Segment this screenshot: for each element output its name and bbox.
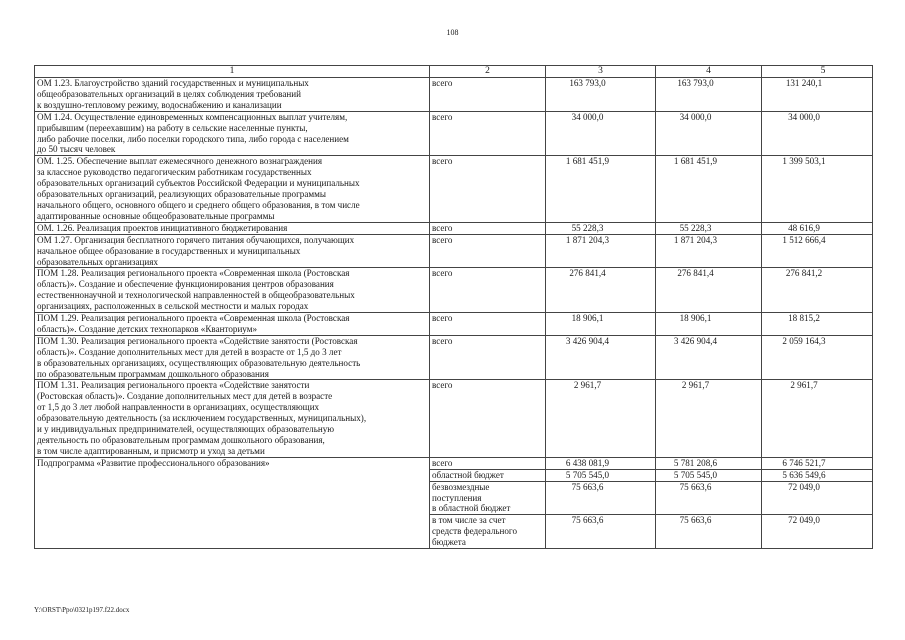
table-row <box>35 234 873 268</box>
table-row <box>35 78 873 112</box>
description-line: образовательных организаций субъектов Российской Федерации и муниципальных <box>37 178 360 189</box>
description-line: ОМ 1.23. Благоустройство зданий государственных и муниципальных <box>37 78 309 88</box>
subprogram-value-v5: 72 049,0 <box>762 515 873 549</box>
row-description <box>35 78 430 112</box>
row-value-v4: 163 793,0 <box>656 78 762 112</box>
description-line: ПОМ 1.29. Реализация регионального проекта «Современная школа (Ростовская <box>37 313 350 324</box>
description-line: начальное общее образование в государственных и муниципальных <box>37 245 301 256</box>
row-value-v4: 276 841,4 <box>656 268 762 313</box>
subprogram-value-v3: 75 663,6 <box>546 515 656 549</box>
budget-table <box>34 65 873 549</box>
row-value-v5: 276 841,2 <box>762 268 873 313</box>
subprogram-funding-type <box>430 515 546 549</box>
description-line: в образовательных организациях, осуществляющих образовательную деятельность <box>37 357 361 368</box>
funding-type-line: безвозмездные <box>432 481 490 492</box>
table-row <box>35 268 873 313</box>
subprogram-row <box>35 457 873 469</box>
description-line: ОМ 1.27. Организация бесплатного горячего питания обучающихся, получающих <box>37 234 355 245</box>
subprogram-value-v4: 5 705 545,0 <box>656 469 762 481</box>
row-value-v4: 34 000,0 <box>656 111 762 156</box>
description-line: за классное руководство педагогическим работникам государственных <box>37 167 312 178</box>
funding-type-line: областной бюджет <box>432 469 504 480</box>
description-line: прибывшим (переехавшим) на работу в сельские населенные пункты, <box>37 122 308 133</box>
description-line: до 50 тысяч человек <box>37 144 116 155</box>
table-row <box>35 222 873 234</box>
row-value-v5: 34 000,0 <box>762 111 873 156</box>
row-value-v3: 276 841,4 <box>546 268 656 313</box>
description-line: деятельность по образовательным программам дошкольного образования, <box>37 435 325 445</box>
row-value-v5: 48 616,9 <box>762 222 873 234</box>
description-line: ПОМ 1.28. Реализация регионального проекта «Современная школа (Ростовская <box>37 268 350 279</box>
funding-type-line: в том числе за счет <box>432 515 506 526</box>
row-funding-type: всего <box>430 111 546 156</box>
description-line: к воздушно-тепловому режиму, водоснабжению и канализации <box>37 99 282 110</box>
subprogram-value-v5: 6 746 521,7 <box>762 457 873 469</box>
subprogram-value-v5: 72 049,0 <box>762 481 873 515</box>
funding-type-line: бюджета <box>432 537 466 548</box>
row-value-v5: 2 059 164,3 <box>762 335 873 380</box>
header-cell-5: 5 <box>762 66 873 78</box>
row-value-v5: 1 399 503,1 <box>762 156 873 222</box>
row-value-v4: 55 228,3 <box>656 222 762 234</box>
subprogram-funding-type <box>430 481 546 515</box>
row-funding-type: всего <box>430 222 546 234</box>
description-line: общеобразовательных организаций в целях соблюдения требований <box>37 88 301 99</box>
row-description <box>35 380 430 457</box>
row-description <box>35 234 430 268</box>
description-line: ОМ 1.24. Осуществление единовременных компенсационных выплат учителям, <box>37 111 348 122</box>
description-line: в том числе адаптированным, и присмотр и уход за детьми <box>37 445 265 456</box>
header-cell-3: 3 <box>546 66 656 78</box>
row-funding-type: всего <box>430 234 546 268</box>
header-cell-1: 1 <box>35 66 430 78</box>
subprogram-value-v5: 5 636 549,6 <box>762 469 873 481</box>
row-value-v3: 18 906,1 <box>546 313 656 336</box>
row-funding-type: всего <box>430 78 546 112</box>
row-value-v3: 1 871 204,3 <box>546 234 656 268</box>
description-line: ОМ. 1.26. Реализация проектов инициативного бюджетирования <box>37 222 288 233</box>
funding-type-line: поступления <box>432 492 482 503</box>
file-path-footer: Y:\ORST\Ppo\0321p197.f22.docx <box>34 606 130 614</box>
description-line: образовательных организациях <box>37 256 158 267</box>
description-line: ПОМ 1.31. Реализация регионального проекта «Содействие занятости <box>37 380 310 391</box>
row-description <box>35 313 430 336</box>
subprogram-value-v3: 5 705 545,0 <box>546 469 656 481</box>
table-row <box>35 156 873 222</box>
table-row <box>35 313 873 336</box>
header-row <box>35 66 873 78</box>
description-line: область)». Создание детских технопарков «Кванториум» <box>37 323 258 334</box>
description-line: область)». Создание дополнительных мест для детей в возрасте от 1,5 до 3 лет <box>37 346 342 357</box>
description-line: естественнонаучной и технологической направленностей в общеобразовательных <box>37 290 355 301</box>
funding-type-line: всего <box>432 457 453 468</box>
row-funding-type: всего <box>430 268 546 313</box>
row-value-v3: 2 961,7 <box>546 380 656 457</box>
description-line: образовательную деятельность (за исключением государственных, муниципальных), <box>37 413 367 424</box>
description-line: (Ростовская область)». Создание дополнительных мест для детей в возрасте <box>37 391 333 402</box>
row-description <box>35 222 430 234</box>
row-description <box>35 268 430 313</box>
row-value-v5: 18 815,2 <box>762 313 873 336</box>
funding-type-line: в областной бюджет <box>432 503 511 514</box>
subprogram-value-v4: 75 663,6 <box>656 481 762 515</box>
row-funding-type: всего <box>430 335 546 380</box>
description-line: и у индивидуальных предпринимателей, осуществляющих образовательную <box>37 424 335 435</box>
row-description <box>35 156 430 222</box>
description-line: от 1,5 до 3 лет любой направленности в организациях, осуществляющих <box>37 402 320 413</box>
header-cell-2: 2 <box>430 66 546 78</box>
subprogram-funding-type <box>430 457 546 469</box>
table-row <box>35 111 873 156</box>
row-value-v3: 55 228,3 <box>546 222 656 234</box>
table-row <box>35 335 873 380</box>
row-value-v5: 131 240,1 <box>762 78 873 112</box>
description-line: по образовательным программам дошкольного образования <box>37 368 269 379</box>
subprogram-value-v4: 5 781 208,6 <box>656 457 762 469</box>
subprogram-value-v4: 75 663,6 <box>656 515 762 549</box>
row-description <box>35 335 430 380</box>
description-line: начального общего, основного общего и среднего общего образования, в том числе <box>37 199 360 210</box>
description-line: область)». Создание и обеспечение функционирования центров образования <box>37 279 334 290</box>
row-value-v4: 2 961,7 <box>656 380 762 457</box>
row-value-v3: 163 793,0 <box>546 78 656 112</box>
header-cell-4: 4 <box>656 66 762 78</box>
row-funding-type: всего <box>430 313 546 336</box>
subprogram-funding-type <box>430 469 546 481</box>
row-value-v3: 3 426 904,4 <box>546 335 656 380</box>
description-line: образовательных организаций, реализующих образовательные программы <box>37 189 327 200</box>
description-line: ОМ. 1.25. Обеспечение выплат ежемесячного денежного вознаграждения <box>37 156 323 167</box>
description-line: адаптированные основные общеобразовательные программы <box>37 210 275 221</box>
row-value-v4: 1 871 204,3 <box>656 234 762 268</box>
description-line: ПОМ 1.30. Реализация регионального проекта «Содействие занятости (Ростовская <box>37 335 358 346</box>
subprogram-title: Подпрограмма «Развитие профессионального образования» <box>35 457 430 548</box>
subprogram-value-v3: 6 438 081,9 <box>546 457 656 469</box>
row-funding-type: всего <box>430 380 546 457</box>
row-value-v3: 1 681 451,9 <box>546 156 656 222</box>
description-line: либо рабочие поселки, либо поселки городского типа, либо города с населением <box>37 133 349 144</box>
funding-type-line: средств федерального <box>432 526 517 537</box>
page-number: 108 <box>446 28 459 37</box>
description-line: организациях, расположенных в сельской местности и малых городах <box>37 301 309 312</box>
table-row <box>35 380 873 457</box>
subprogram-value-v3: 75 663,6 <box>546 481 656 515</box>
row-funding-type: всего <box>430 156 546 222</box>
row-value-v5: 1 512 666,4 <box>762 234 873 268</box>
row-value-v4: 18 906,1 <box>656 313 762 336</box>
row-value-v5: 2 961,7 <box>762 380 873 457</box>
row-value-v4: 3 426 904,4 <box>656 335 762 380</box>
row-value-v4: 1 681 451,9 <box>656 156 762 222</box>
row-value-v3: 34 000,0 <box>546 111 656 156</box>
row-description <box>35 111 430 156</box>
